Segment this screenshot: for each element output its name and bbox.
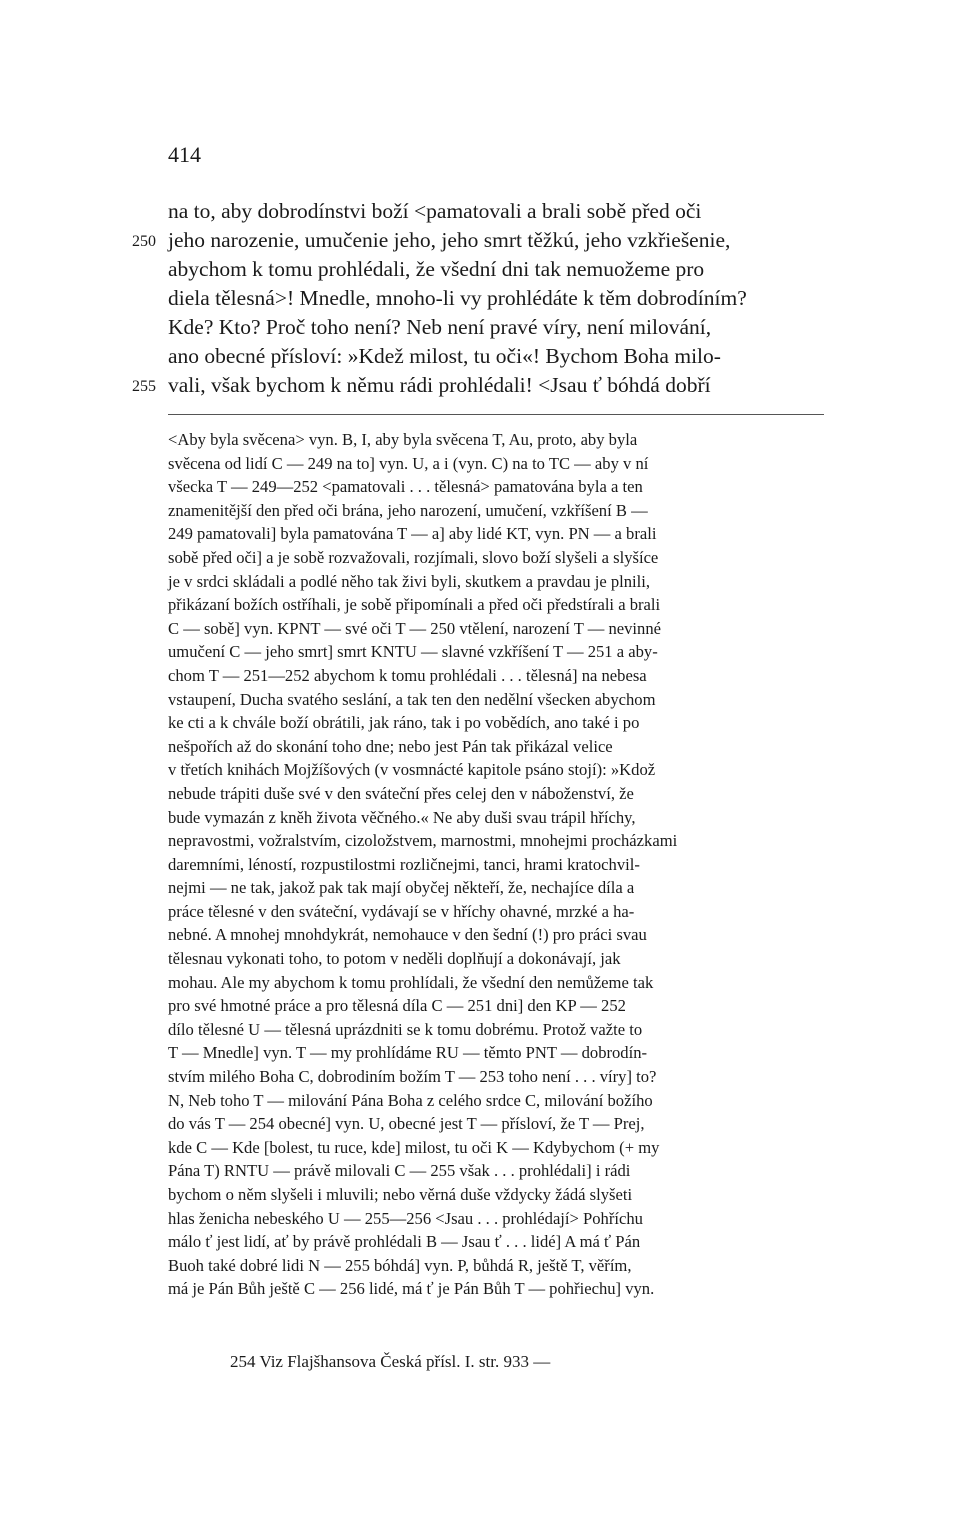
- apparatus-line: svěcena od lidí C — 249 na to] vyn. U, a i (vyn. C) na to TC — aby v ní: [168, 453, 649, 473]
- apparatus-line: znamenitější den před oči brána, jeho narození, umučení, vzkříšení B —: [168, 500, 648, 520]
- apparatus-line: tělesnau vykonati toho, to potom v neděli doplňují a dokonávají, jak: [168, 949, 621, 969]
- apparatus-line: pro své hmotné práce a pro tělesná díla C — 251 dni] den KP — 252: [168, 996, 626, 1016]
- apparatus-line: má je Pán Bůh ještě C — 256 lidé, má ť je Pán Bůh T — pohřiechu] vyn.: [168, 1279, 655, 1299]
- line-text: diela tělesná>! Mnedle, mnoho-li vy prohlédáte k těm dobrodíním?: [168, 286, 747, 310]
- line-text: vali, však bychom k němu rádi prohlédali! <Jsau ť bóhdá dobří: [168, 373, 711, 397]
- apparatus-line: nebné. A mnohej mnohdykrát, nemohauce v den šední (!) pro práci svau: [168, 925, 647, 945]
- line-text: abychom k tomu prohlédali, že všední dni tak nemuožeme pro: [168, 257, 705, 281]
- apparatus-line: nebude trápiti duše své v den sváteční přes celej den v náboženství, že: [168, 783, 634, 803]
- apparatus-line: málo ť jest lidí, ať by právě prohlédali B — Jsau ť . . . lidé] A má ť Pán: [168, 1232, 641, 1252]
- apparatus-line: 249 pamatovali] byla pamatována T — a] aby lidé KT, vyn. PN — a brali: [168, 524, 657, 544]
- apparatus-line: N, Neb toho T — milování Pána Boha z celého srdce C, milování božího: [168, 1090, 653, 1110]
- text-line: [168, 255, 828, 284]
- apparatus-line: T — Mnedle] vyn. T — my prohlídáme RU — těmto PNT — dobrodín-: [168, 1043, 648, 1063]
- apparatus-line: bude vymazán z kněh života věčného.« Ne aby duši svau trápil hříchy,: [168, 807, 636, 827]
- apparatus-line: dílo tělesné U — tělesná uprázdniti se k tomu dobrému. Protož važte to: [168, 1019, 643, 1039]
- apparatus-line: práce tělesné v den sváteční, vydávají se v hříchy ohavné, mrzké a ha-: [168, 901, 635, 921]
- separator-rule: [168, 414, 824, 415]
- line-number: 250: [132, 233, 156, 250]
- apparatus-line: nešpořích až do skonání toho dne; nebo jest Pán tak přikázal velice: [168, 736, 613, 756]
- apparatus-line: vstaupení, Ducha svatého seslání, a tak ten den nedělní všecken abychom: [168, 689, 656, 709]
- apparatus-line: chom T — 251—252 abychom k tomu prohlédali . . . tělesná] na nebesa: [168, 665, 647, 685]
- text-line: [132, 371, 828, 400]
- apparatus-line: nepravostmi, vožralstvím, cizoložstvem, marnostmi, mnohejmi procházkami: [168, 831, 678, 851]
- apparatus-line: všecka T — 249—252 <pamatovali . . . tělesná> pamatována byla a ten: [168, 477, 643, 497]
- apparatus-line: <Aby byla svěcena> vyn. B, I, aby byla svěcena T, Au, proto, aby byla: [168, 430, 638, 449]
- page-number: 414: [168, 142, 201, 167]
- apparatus-line: v třetích knihách Mojžíšových (v vosmnácté kapitole psáno stojí): »Kdož: [168, 760, 656, 780]
- apparatus-line: je v srdci skládali a podlé něho tak živi byli, skutkem a pravdau je plnili,: [168, 571, 651, 591]
- text-line: [168, 197, 828, 226]
- apparatus-line: Buoh také dobré lidi N — 255 bóhdá] vyn. P, bůhdá R, ještě T, věřím,: [168, 1255, 632, 1275]
- line-number: 255: [132, 378, 156, 395]
- apparatus-line: Pána T) RNTU — právě milovali C — 255 však . . . prohlédali] i rádi: [168, 1161, 631, 1181]
- critical-apparatus: [168, 428, 828, 1301]
- line-text: jeho narozenie, umučenie jeho, jeho smrt těžkú, jeho vzkřiešenie,: [168, 228, 731, 252]
- apparatus-line: stvím milého Boha C, dobrodiním božím T — 253 toho není . . . víry] to?: [168, 1067, 657, 1087]
- apparatus-line: hlas ženicha nebeského U — 255—256 <Jsau . . . prohlédají> Pohříchu: [168, 1208, 643, 1228]
- apparatus-line: nejmi — ne tak, jakož pak tak mají obyčej někteří, že, nechajíce díla a: [168, 878, 635, 898]
- line-text: ano obecné přísloví: »Kdež milost, tu oči«! Bychom Boha milo-: [168, 344, 721, 368]
- apparatus-line: do vás T — 254 obecné] vyn. U, obecné jest T — přísloví, že T — Prej,: [168, 1114, 645, 1134]
- apparatus-line: bychom o něm slyšeli i mluvili; nebo věrná duše vždycky žádá slyšeti: [168, 1185, 633, 1204]
- text-line: [168, 284, 828, 313]
- apparatus-line: sobě před oči] a je sobě rozvažovali, rozjímali, slovo boží slyšeli a slyšíce: [168, 547, 659, 567]
- apparatus-line: daremními, léností, rozpustilostmi rozličnejmi, tanci, hrami kratochvil-: [168, 854, 640, 874]
- apparatus-line: umučení C — jeho smrt] smrt KNTU — slavné vzkříšení T — 251 a aby-: [168, 642, 658, 662]
- text-line: [168, 342, 828, 371]
- main-text: [132, 197, 828, 400]
- line-text: Kde? Kto? Proč toho není? Neb není pravé víry, není milování,: [168, 315, 712, 339]
- text-line: [168, 313, 828, 342]
- apparatus-line: ke cti a k chvále boží obrátili, jak ráno, tak i po vobědích, ano také i po: [168, 713, 640, 733]
- footnote: 254 Viz Flajšhansova Česká přísl. I. str. 933 —: [230, 1352, 551, 1371]
- apparatus-line: přikázaní božích ostříhali, je sobě připomínali a před oči předstírali a brali: [168, 595, 661, 615]
- apparatus-line: kde C — Kde [bolest, tu ruce, kde] milost, tu oči K — Kdybychom (+ my: [168, 1137, 660, 1157]
- apparatus-line: mohau. Ale my abychom k tomu prohlídali, že všední den nemůžeme tak: [168, 972, 654, 992]
- text-line: [132, 226, 828, 255]
- line-text: na to, aby dobrodínstvi boží <pamatovali a brali sobě před oči: [168, 199, 702, 223]
- apparatus-line: C — sobě] vyn. KPNT — své oči T — 250 vtělení, narození T — nevinné: [168, 618, 661, 638]
